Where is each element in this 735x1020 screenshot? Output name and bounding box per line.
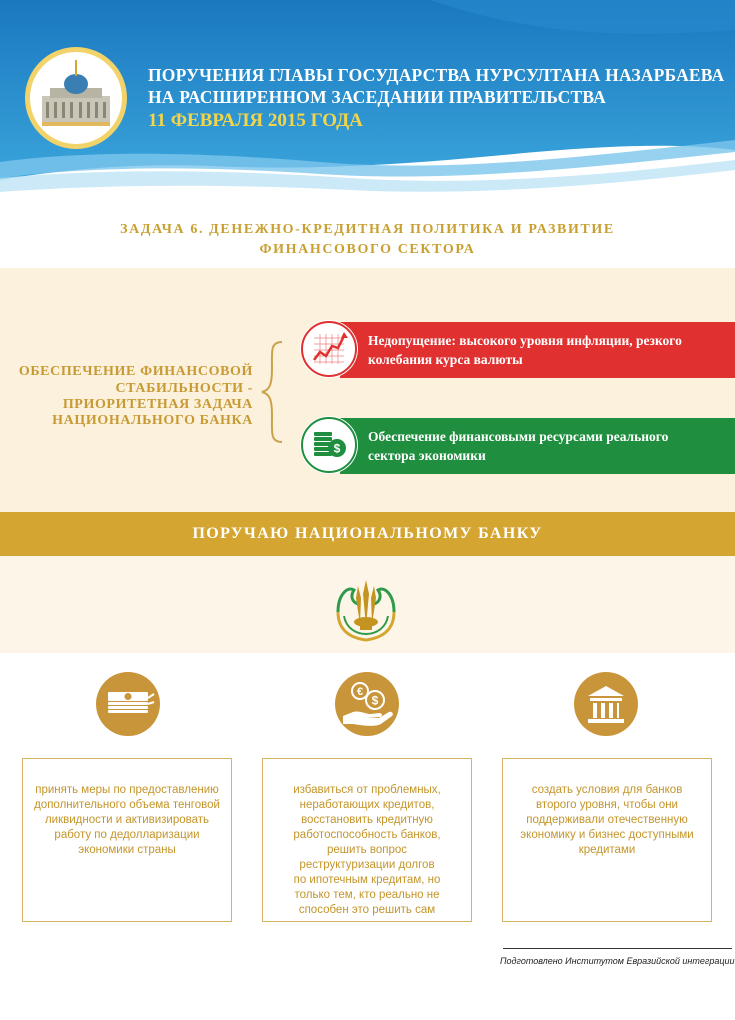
footer-divider — [503, 948, 732, 949]
task-box-line: работоспособность банков, — [293, 829, 441, 841]
chart-icon — [300, 320, 358, 378]
goal-line-1: ОБЕСПЕЧЕНИЕ ФИНАНСОВОЙ — [18, 364, 253, 379]
task-box-line: экономику и бизнес доступными — [520, 829, 694, 841]
goal-line-2: СТАБИЛЬНОСТИ - — [115, 381, 253, 396]
item-resources-text-line2: сектора экономики — [368, 448, 486, 463]
task-box-liquidity-text — [29, 783, 225, 858]
task-box-banks-text — [509, 783, 705, 858]
task-title-line1: ЗАДАЧА 6. ДЕНЕЖНО-КРЕДИТНАЯ ПОЛИТИКА И РАЗВИТИЕ — [120, 222, 615, 237]
svg-text:€: € — [356, 686, 364, 698]
task-box-line: избавиться от проблемных, — [293, 784, 441, 796]
task-title-line2: ФИНАНСОВОГО СЕКТОРА — [259, 242, 476, 257]
task-box-line: принять меры по предоставлению — [35, 784, 219, 796]
task-box-credits-text — [269, 783, 465, 918]
task-box-line: второго уровня, чтобы они — [536, 799, 678, 811]
svg-text:$: $ — [371, 693, 379, 708]
header-title-line1: ПОРУЧЕНИЯ ГЛАВЫ ГОСУДАРСТВА НУРСУЛТАНА НАЗАРБАЕВА — [148, 65, 725, 85]
task-box-liquidity — [22, 758, 232, 922]
task-box-line: ликвидности и активизировать — [44, 814, 210, 826]
item-inflation-text-line2: колебания курса валюты — [368, 352, 523, 367]
item-resources-circle — [300, 416, 358, 474]
item-inflation-circle — [300, 320, 358, 378]
task-box-credits — [262, 758, 472, 922]
akorda-emblem-icon — [24, 46, 128, 150]
header-date: 11 ФЕВРАЛЯ 2015 ГОДА — [148, 110, 363, 131]
task-box-line: дополнительного объема тенговой — [34, 799, 220, 811]
bank-building-icon — [574, 672, 638, 736]
task-box-line: решить вопрос — [326, 844, 408, 856]
goal-line-4: НАЦИОНАЛЬНОГО БАНКА — [52, 413, 253, 428]
footer-credit: Подготовлено Институтом Евразийской интеграции — [500, 956, 735, 966]
national-bank-emblem-icon — [330, 572, 402, 644]
task-box-line: работу по дедолларизации — [54, 829, 200, 841]
task-box-line: способен это решить сам — [298, 904, 436, 916]
header-title-line2: НА РАСШИРЕННОМ ЗАСЕДАНИИ ПРАВИТЕЛЬСТВА — [148, 87, 606, 107]
currency-hand-icon — [335, 672, 399, 736]
task-box-line: только тем, кто реально не — [294, 889, 440, 901]
task-box-line: реструктуризации долгов — [299, 859, 435, 871]
item-resources — [300, 418, 735, 474]
task-box-line: создать условия для банков — [531, 784, 683, 796]
item-resources-text-line1: Обеспечение финансовыми ресурсами реального — [368, 429, 669, 444]
instruction-text: ПОРУЧАЮ НАЦИОНАЛЬНОМУ БАНКУ — [192, 525, 543, 542]
item-inflation-text — [368, 331, 727, 369]
curly-brace — [258, 340, 288, 444]
task-box-line: кредитами — [578, 844, 636, 856]
task-box-line: экономики страны — [78, 844, 176, 856]
item-resources-text — [368, 427, 727, 465]
goal-line-3: ПРИОРИТЕТНАЯ ЗАДАЧА — [62, 397, 253, 412]
task-box-line: восстановить кредитную — [301, 814, 433, 826]
item-inflation — [300, 322, 735, 378]
money-icon — [300, 416, 358, 474]
task-box-line: по ипотечным кредитам, но — [293, 874, 441, 886]
cash-stack-icon — [96, 672, 160, 736]
svg-text:$: $ — [333, 441, 341, 456]
task-box-banks — [502, 758, 712, 922]
item-inflation-text-line1: Недопущение: высокого уровня инфляции, резкого — [368, 333, 682, 348]
task-box-line: неработающих кредитов, — [299, 799, 435, 811]
task-box-line: поддерживали отечественную — [526, 814, 688, 826]
